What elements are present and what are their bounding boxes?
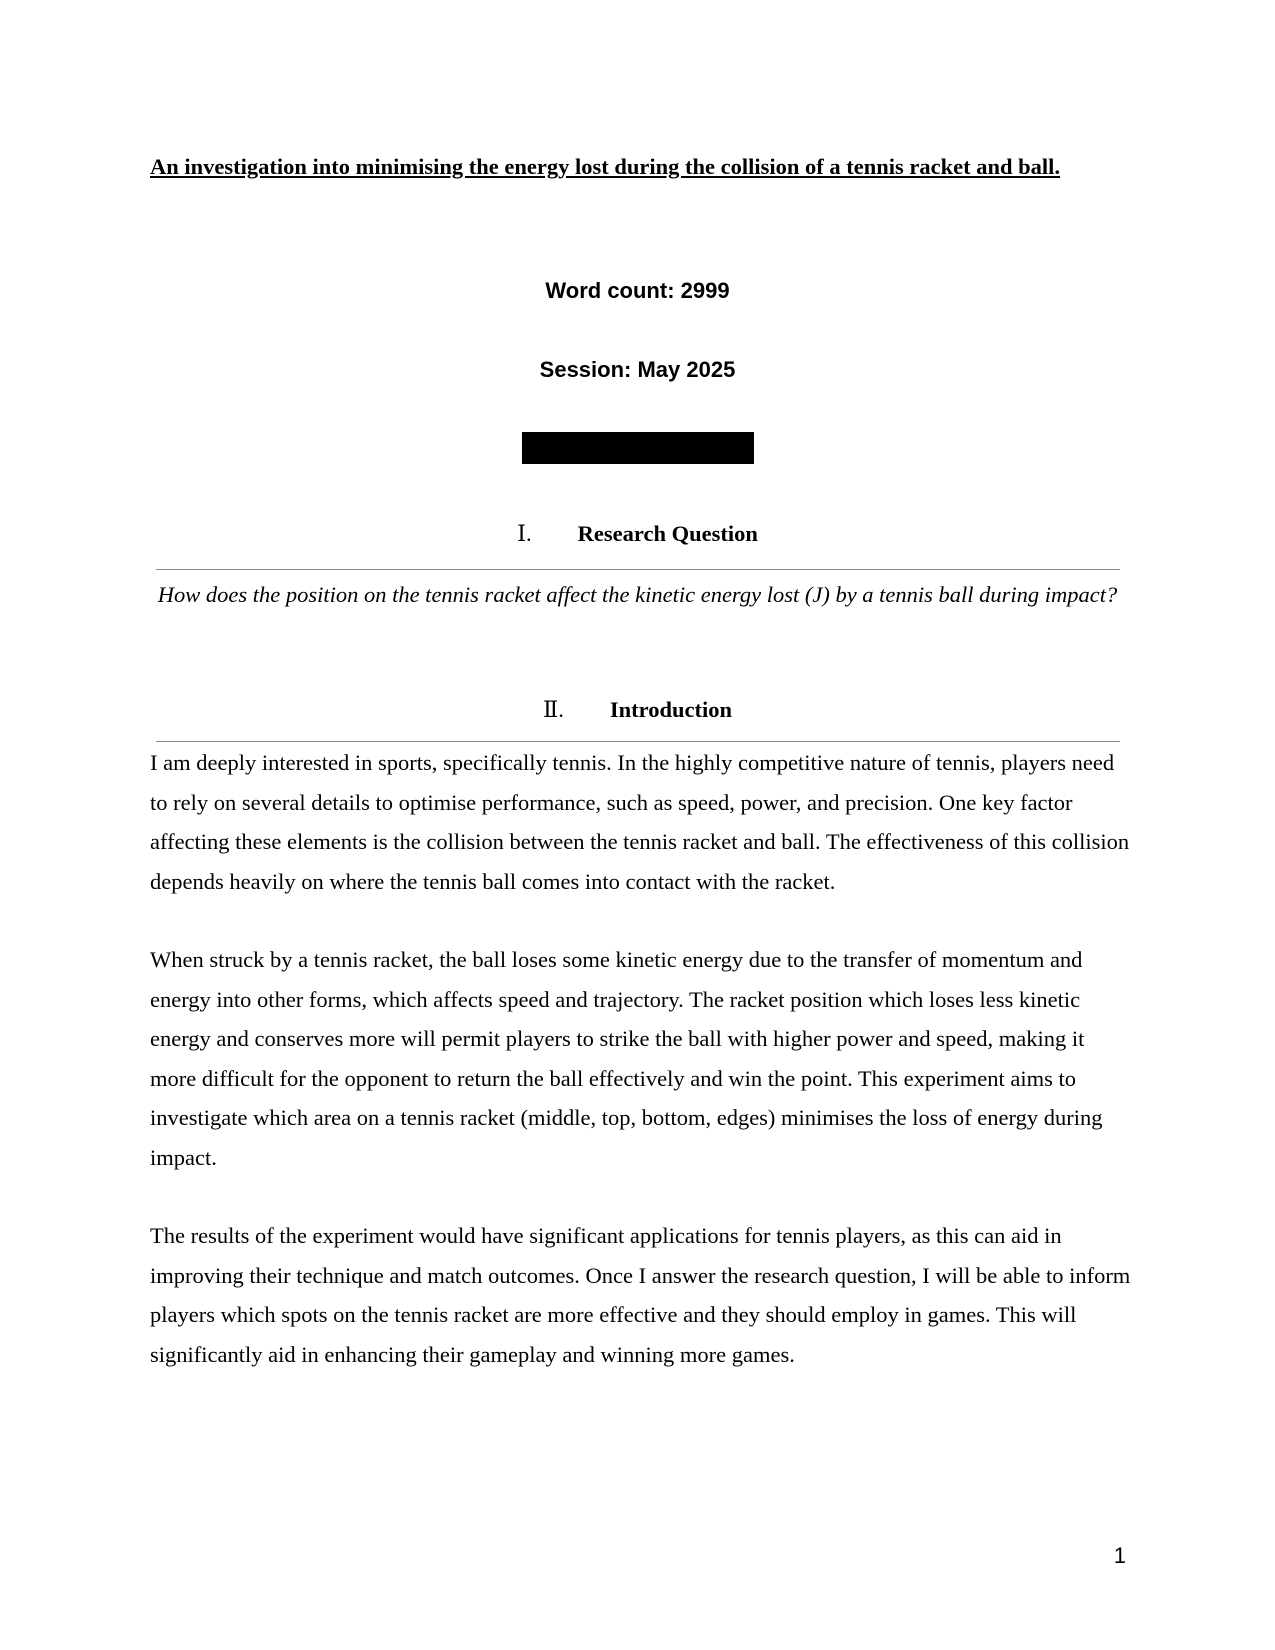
section-heading-label: Research Question [577, 521, 758, 546]
section-heading-introduction [0, 696, 1275, 724]
section-heading-research-question [0, 520, 1275, 548]
section-divider [156, 741, 1120, 742]
section-heading-label: Introduction [609, 697, 733, 722]
section-divider [156, 569, 1120, 570]
research-question-text: How does the position on the tennis racket affect the kinetic energy lost (J) by a tennis ball during impact? [157, 582, 1118, 607]
section-numeral: Ⅱ. [542, 697, 564, 722]
introduction-paragraph: I am deeply interested in sports, specifically tennis. In the highly competitive nature of tennis, players need to rely on several details to optimise performance, such as speed, power, and precision. One key factor affecting these elements is the collision between the tennis racket and ball. The effectiveness of this collision depends heavily on where the tennis ball comes into contact with the racket. [150, 750, 1130, 894]
document-title: An investigation into minimising the energy lost during the collision of a tennis racket and ball. [150, 154, 1061, 179]
introduction-paragraph: The results of the experiment would have significant applications for tennis players, as this can aid in improving their technique and match outcomes. Once I answer the research question, I will be able to inform players which spots on the tennis racket are more effective and they should employ in games. This will significantly aid in enhancing their gameplay and winning more games. [150, 1223, 1131, 1367]
redacted-candidate-info [522, 432, 754, 464]
introduction-paragraph: When struck by a tennis racket, the ball loses some kinetic energy due to the transfer of momentum and energy into other forms, which affects speed and trajectory. The racket position which loses less kinetic energy and conserves more will permit players to strike the ball with higher power and speed, making it more difficult for the opponent to return the ball effectively and win the point. This experiment aims to investigate which area on a tennis racket (middle, top, bottom, edges) minimises the loss of energy during impact. [150, 947, 1103, 1170]
page-number: 1 [1113, 1543, 1126, 1568]
section-numeral: Ⅰ. [517, 521, 532, 546]
word-count: Word count: 2999 [545, 278, 730, 303]
session-label: Session: May 2025 [539, 357, 736, 382]
